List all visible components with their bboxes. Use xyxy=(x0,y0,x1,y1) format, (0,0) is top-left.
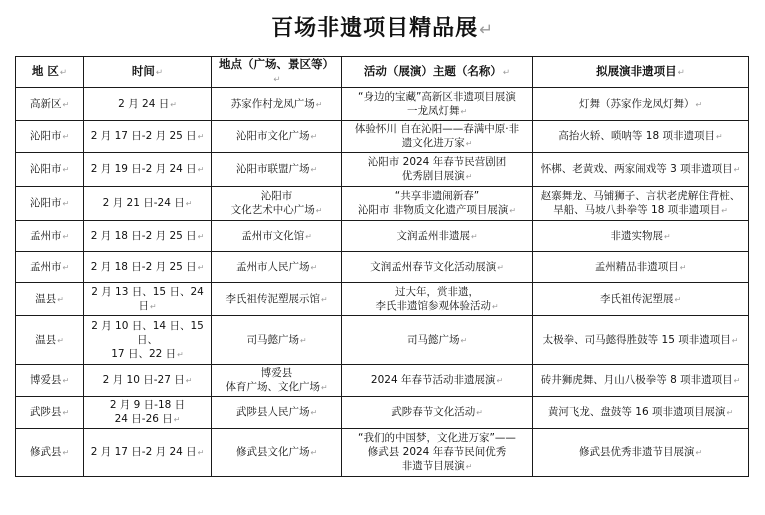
cell-mark-icon: ↵ xyxy=(491,301,499,311)
cell-projects-text: 赵寨舞龙、马铺狮子、言状老虎解住背桩、 旱船、马坡八卦拳等 18 项非遗项目 xyxy=(540,190,741,216)
table-row xyxy=(16,153,749,187)
cell-theme-text: 文润孟州春节文化活动展演 xyxy=(370,260,497,273)
cell-projects-text: 怀梆、老黄戏、两家闹戏等 3 项非遗项目 xyxy=(540,163,733,175)
cell-projects-text: 太极拳、司马懿得胜鼓等 15 项非遗项目 xyxy=(542,333,731,346)
cell-theme xyxy=(342,365,533,397)
cell-location-text: 李氏祖传泥塑展示馆 xyxy=(225,292,320,305)
cell-mark-icon: ↵ xyxy=(62,376,70,385)
cell-theme xyxy=(342,153,533,187)
header-projects-text: 拟展演非遗项目 xyxy=(596,64,677,78)
cell-projects-text: 黄河飞龙、盘鼓等 16 项非遗项目展演 xyxy=(547,406,726,418)
header-time xyxy=(84,57,212,88)
cell-mark-icon: ↵ xyxy=(677,68,685,78)
cell-mark-icon: ↵ xyxy=(299,335,307,345)
cell-location-text: 孟州市文化馆 xyxy=(241,229,305,242)
cell-theme xyxy=(342,187,533,221)
table-row xyxy=(16,221,749,252)
table-row xyxy=(16,283,749,316)
table-row xyxy=(16,365,749,397)
cell-time xyxy=(84,88,212,121)
cell-region-text: 温县 xyxy=(35,292,57,305)
cell-location xyxy=(212,221,342,252)
cell-location-text: 博爱县 体育广场、文化广场 xyxy=(225,367,320,393)
cell-projects-text: 高抬火轿、唢呐等 18 项非遗项目 xyxy=(558,130,715,142)
table-row xyxy=(16,429,749,477)
cell-location xyxy=(212,429,342,477)
cell-mark-icon: ↵ xyxy=(320,383,328,392)
cell-projects xyxy=(533,365,749,397)
cell-theme xyxy=(342,88,533,121)
cell-mark-icon: ↵ xyxy=(273,75,281,85)
cell-location-text: 苏家作村龙凤广场 xyxy=(230,97,315,110)
cell-theme xyxy=(342,252,533,283)
table-row xyxy=(16,316,749,365)
cell-mark-icon: ↵ xyxy=(465,172,473,181)
cell-region-text: 沁阳市 xyxy=(29,130,62,142)
cell-theme xyxy=(342,397,533,429)
cell-time-text: 2 月 10 日-27 日 xyxy=(102,374,185,386)
cell-mark-icon: ↵ xyxy=(679,262,687,272)
cell-mark-icon: ↵ xyxy=(62,199,70,208)
cell-region-text: 温县 xyxy=(35,333,57,346)
cell-location-text: 沁阳市 文化艺术中心广场 xyxy=(230,190,315,216)
cell-region-text: 沁阳市 xyxy=(29,163,62,175)
table-row xyxy=(16,121,749,153)
cell-mark-icon: ↵ xyxy=(310,262,318,272)
cell-projects-text: 砖井狮虎舞、月山八极拳等 8 项非遗项目 xyxy=(540,374,733,386)
cell-mark-icon: ↵ xyxy=(197,262,205,272)
cell-mark-icon: ↵ xyxy=(460,106,468,116)
cell-mark-icon: ↵ xyxy=(721,206,728,215)
cell-location xyxy=(212,397,342,429)
cell-time xyxy=(84,252,212,283)
header-location xyxy=(212,57,342,88)
cell-time xyxy=(84,429,212,477)
header-region-text: 地 区 xyxy=(31,64,59,78)
cell-location xyxy=(212,153,342,187)
cell-mark-icon: ↵ xyxy=(674,294,682,304)
cell-mark-icon: ↵ xyxy=(310,165,318,174)
cell-time-text: 2 月 24 日 xyxy=(118,97,170,110)
cell-region-text: 修武县 xyxy=(29,446,62,458)
cell-mark-icon: ↵ xyxy=(62,99,70,109)
cell-projects xyxy=(533,187,749,221)
cell-projects xyxy=(533,121,749,153)
cell-time-text: 2 月 9 日-18 日 24 日-26 日 xyxy=(109,399,186,425)
cell-time xyxy=(84,365,212,397)
table-row xyxy=(16,187,749,221)
cell-region-text: 高新区 xyxy=(29,97,62,110)
cell-mark-icon: ↵ xyxy=(315,99,323,109)
cell-theme xyxy=(342,429,533,477)
cell-mark-icon: ↵ xyxy=(502,68,511,78)
cell-time xyxy=(84,397,212,429)
cell-mark-icon: ↵ xyxy=(465,462,473,471)
cell-mark-icon: ↵ xyxy=(62,448,70,457)
cell-mark-icon: ↵ xyxy=(497,262,504,272)
cell-mark-icon: ↵ xyxy=(155,68,164,78)
cell-time-text: 2 月 17 日-2 月 24 日 xyxy=(90,446,197,458)
cell-region-text: 武陟县 xyxy=(29,406,62,418)
header-location-text: 地点（广场、景区等） xyxy=(219,57,334,71)
cell-region-text: 沁阳市 xyxy=(29,197,62,209)
cell-theme xyxy=(342,283,533,316)
header-theme xyxy=(342,57,533,88)
cell-theme-text: “共享非遗闹新春” 沁阳市 非物质文化遗产项目展演 xyxy=(358,190,509,216)
cell-mark-icon: ↵ xyxy=(715,132,723,141)
cell-mark-icon: ↵ xyxy=(731,335,739,345)
cell-projects xyxy=(533,397,749,429)
cell-mark-icon: ↵ xyxy=(496,376,504,385)
cell-time-text: 2 月 18 日-2 月 25 日 xyxy=(90,260,197,273)
cell-mark-icon: ↵ xyxy=(310,132,318,141)
cell-region xyxy=(16,316,84,365)
cell-projects xyxy=(533,429,749,477)
cell-mark-icon: ↵ xyxy=(62,132,70,141)
cell-theme-text: 体验怀川 自在沁阳——春满中原·非 遗文化进万家 xyxy=(354,123,520,149)
cell-region xyxy=(16,121,84,153)
cell-mark-icon: ↵ xyxy=(62,165,70,174)
table-row xyxy=(16,252,749,283)
cell-time-text: 2 月 19 日-2 月 24 日 xyxy=(90,163,197,175)
cell-theme-text: 过大年，赏非遗， 李氏非遗馆参观体验活动 xyxy=(375,285,491,312)
cell-mark-icon: ↵ xyxy=(173,415,181,424)
cell-mark-icon: ↵ xyxy=(476,408,483,417)
cell-mark-icon: ↵ xyxy=(62,262,70,272)
cell-time xyxy=(84,283,212,316)
header-region xyxy=(16,57,84,88)
header-time-text: 时间 xyxy=(131,64,155,78)
cell-region xyxy=(16,153,84,187)
cell-projects-text: 孟州精品非遗项目 xyxy=(594,260,679,273)
cell-theme xyxy=(342,121,533,153)
cell-mark-icon: ↵ xyxy=(197,165,205,174)
cell-region xyxy=(16,283,84,316)
cell-region-text: 孟州市 xyxy=(29,229,62,242)
cell-mark-icon: ↵ xyxy=(465,139,473,148)
cell-time-text: 2 月 21 日-24 日 xyxy=(102,197,185,209)
cell-projects xyxy=(533,221,749,252)
cell-theme-text: 武陟春节文化活动 xyxy=(391,406,476,418)
document-title xyxy=(0,14,765,45)
cell-theme-text: “身边的宝藏”高新区非遗项目展演 一龙凤灯舞 xyxy=(358,90,516,117)
cell-region xyxy=(16,88,84,121)
cell-location-text: 司马懿广场 xyxy=(246,333,299,346)
cell-location-text: 沁阳市文化广场 xyxy=(235,130,310,142)
cell-mark-icon: ↵ xyxy=(197,448,205,457)
cell-time xyxy=(84,221,212,252)
cell-location xyxy=(212,283,342,316)
cell-mark-icon: ↵ xyxy=(310,448,318,457)
cell-projects-text: 非遗实物展 xyxy=(610,229,663,242)
cell-theme-text: 沁阳市 2024 年春节民营剧团 优秀剧目展演 xyxy=(367,156,507,182)
cell-time-text: 2 月 10 日、14 日、15 日、 17 日、22 日 xyxy=(91,319,204,360)
cell-mark-icon: ↵ xyxy=(149,301,157,311)
cell-mark-icon: ↵ xyxy=(57,294,64,304)
cell-mark-icon: ↵ xyxy=(62,231,70,241)
cell-location xyxy=(212,121,342,153)
cell-mark-icon: ↵ xyxy=(695,99,703,109)
cell-location xyxy=(212,365,342,397)
table-row xyxy=(16,88,749,121)
cell-mark-icon: ↵ xyxy=(197,231,205,241)
cell-mark-icon: ↵ xyxy=(733,376,741,385)
cell-theme-text: 文润孟州非遗展 xyxy=(396,229,470,242)
cell-theme-text: 2024 年春节活动非遗展演 xyxy=(370,374,496,386)
cell-mark-icon: ↵ xyxy=(509,206,516,215)
cell-mark-icon: ↵ xyxy=(733,165,741,174)
cell-region xyxy=(16,365,84,397)
cell-region xyxy=(16,252,84,283)
cell-location xyxy=(212,252,342,283)
table-header-row xyxy=(16,57,749,88)
cell-mark-icon: ↵ xyxy=(663,231,671,241)
cell-location-text: 修武县文化广场 xyxy=(235,446,310,458)
cell-region xyxy=(16,429,84,477)
cell-projects xyxy=(533,88,749,121)
cell-mark-icon: ↵ xyxy=(197,132,205,141)
cell-mark-icon: ↵ xyxy=(62,408,70,417)
cell-region-text: 孟州市 xyxy=(29,260,62,273)
cell-location xyxy=(212,316,342,365)
cell-projects-text: 灯舞（苏家作龙凤灯舞） xyxy=(578,97,695,110)
cell-time-text: 2 月 17 日-2 月 25 日 xyxy=(90,130,197,142)
cell-mark-icon: ↵ xyxy=(460,335,468,345)
cell-mark-icon: ↵ xyxy=(320,294,328,304)
cell-region xyxy=(16,221,84,252)
cell-theme-text: “我们的中国梦，文化进万家”—— 修武县 2024 年春节民间优秀 非遗节目展演 xyxy=(358,432,516,472)
cell-projects-text: 李氏祖传泥塑展 xyxy=(599,292,674,305)
cell-mark-icon: ↵ xyxy=(726,408,734,417)
cell-mark-icon: ↵ xyxy=(185,376,193,385)
cell-time-text: 2 月 18 日-2 月 25 日 xyxy=(90,229,197,242)
cell-mark-icon: ↵ xyxy=(305,231,312,241)
cell-projects xyxy=(533,252,749,283)
cell-region xyxy=(16,397,84,429)
document-title-text: 百场非遗项目精品展 xyxy=(271,16,479,41)
cell-location-text: 沁阳市联盟广场 xyxy=(235,163,310,175)
header-theme-text: 活动（展演）主题（名称） xyxy=(363,64,502,78)
cell-mark-icon: ↵ xyxy=(470,231,478,241)
table-body xyxy=(16,88,749,477)
cell-time xyxy=(84,316,212,365)
cell-region xyxy=(16,187,84,221)
cell-mark-icon: ↵ xyxy=(170,99,177,109)
cell-mark-icon: ↵ xyxy=(57,335,64,345)
cell-mark-icon: ↵ xyxy=(177,349,184,359)
cell-mark-icon: ↵ xyxy=(315,206,323,215)
cell-time xyxy=(84,153,212,187)
cell-location xyxy=(212,187,342,221)
cell-theme xyxy=(342,221,533,252)
cell-projects xyxy=(533,153,749,187)
table-row xyxy=(16,397,749,429)
cell-theme-text: 司马懿广场 xyxy=(406,333,460,346)
cell-location-text: 武陟县人民广场 xyxy=(235,406,310,418)
cell-time-text: 2 月 13 日、15 日、24 日 xyxy=(91,285,204,312)
cell-mark-icon: ↵ xyxy=(185,199,193,208)
cell-theme xyxy=(342,316,533,365)
paragraph-mark-icon: ↵ xyxy=(479,20,494,39)
cell-time xyxy=(84,121,212,153)
header-projects xyxy=(533,57,749,88)
cell-projects-text: 修武县优秀非遗节目展演 xyxy=(578,446,695,458)
cell-projects xyxy=(533,283,749,316)
cell-region-text: 博爱县 xyxy=(29,374,62,386)
cell-mark-icon: ↵ xyxy=(695,448,703,457)
cell-projects xyxy=(533,316,749,365)
cell-mark-icon: ↵ xyxy=(59,68,68,78)
cell-mark-icon: ↵ xyxy=(310,408,318,417)
cell-location-text: 孟州市人民广场 xyxy=(235,260,310,273)
cell-time xyxy=(84,187,212,221)
events-table xyxy=(15,56,749,477)
cell-location xyxy=(212,88,342,121)
